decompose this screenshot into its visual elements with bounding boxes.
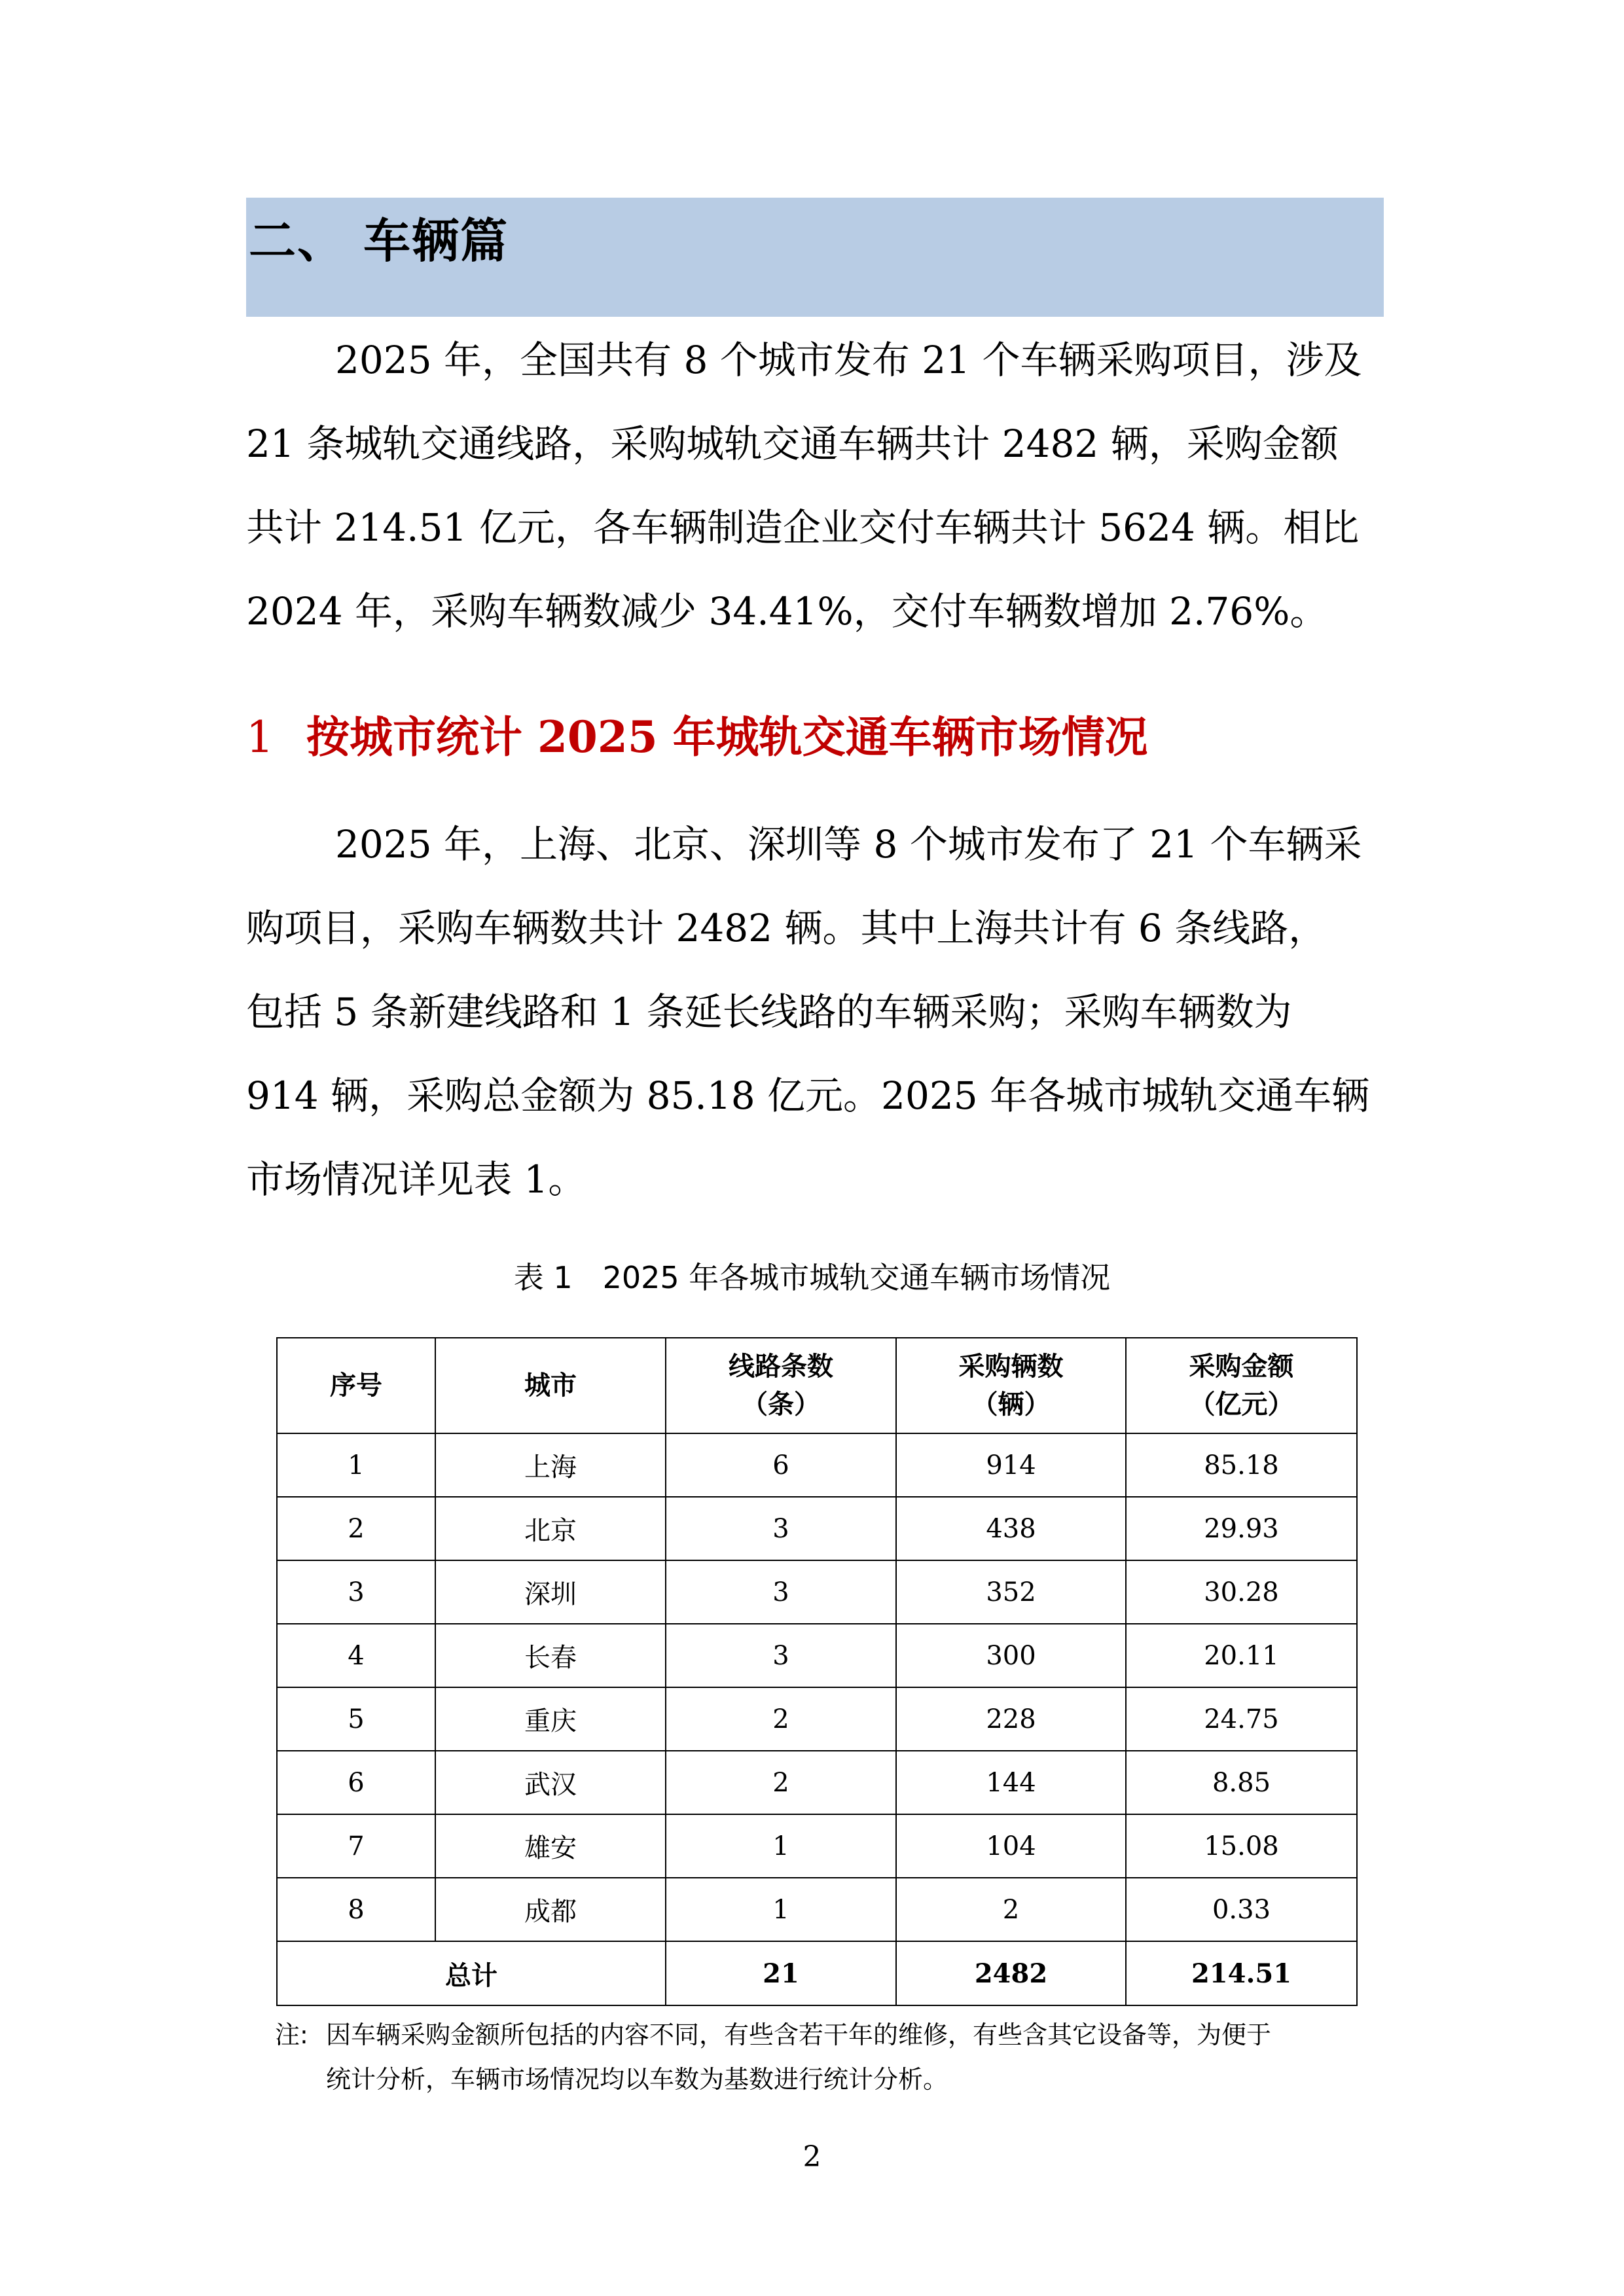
row-amount: 29.93 [1126,1497,1357,1560]
row-vehicle-count: 2 [896,1878,1126,1941]
header-vehicle-count: 采购辆数 （辆） [896,1338,1126,1433]
header-index: 序号 [277,1338,435,1433]
row-city: 成都 [435,1878,666,1941]
row-amount: 20.11 [1126,1624,1357,1687]
row-city: 上海 [435,1433,666,1497]
note-line: 统计分析，车辆市场情况均以车数为基数进行统计分析。 [326,2065,948,2094]
table-note [275,2013,1388,2102]
row-line-count: 1 [666,1878,896,1941]
table-row [277,1751,1357,1814]
row-index: 8 [277,1878,435,1941]
row-line-count: 1 [666,1814,896,1878]
intro-paragraph [246,318,1385,653]
paragraph-line: 2024 年，采购车辆数减少 34.41%，交付车辆数增加 2.76%。 [246,589,1328,634]
row-index: 6 [277,1751,435,1814]
paragraph-line: 共计 214.51 亿元，各车辆制造企业交付车辆共计 5624 辆。相比 [246,505,1360,550]
row-index: 7 [277,1814,435,1878]
row-line-count: 3 [666,1560,896,1624]
row-index: 1 [277,1433,435,1497]
row-index: 4 [277,1624,435,1687]
table-row [277,1814,1357,1878]
note-label: 注: [275,2020,308,2049]
header-city: 城市 [435,1338,666,1433]
subsection-number: 1 [246,712,274,762]
row-vehicle-count: 300 [896,1624,1126,1687]
table-caption-text: 2025 年各城市城轨交通车辆市场情况 [602,1260,1111,1295]
row-city: 深圳 [435,1560,666,1624]
row-vehicle-count: 228 [896,1687,1126,1751]
row-line-count: 6 [666,1433,896,1497]
row-vehicle-count: 914 [896,1433,1126,1497]
paragraph-line: 2025 年，全国共有 8 个城市发布 21 个车辆采购项目，涉及 [335,338,1362,382]
row-line-count: 3 [666,1624,896,1687]
total-amount: 214.51 [1126,1941,1357,2005]
row-vehicle-count: 104 [896,1814,1126,1878]
table-row [277,1433,1357,1497]
table-row [277,1687,1357,1751]
row-index: 3 [277,1560,435,1624]
total-vehicles: 2482 [896,1941,1126,2005]
table-header-row [277,1338,1357,1433]
paragraph-line: 21 条城轨交通线路，采购城轨交通车辆共计 2482 辆，采购金额 [246,422,1339,466]
table-row [277,1878,1357,1941]
total-label: 总计 [277,1941,666,2005]
paragraph-line: 2025 年，上海、北京、深圳等 8 个城市发布了 21 个车辆采 [335,822,1362,867]
row-amount: 85.18 [1126,1433,1357,1497]
table-caption-label: 表 1 [513,1260,573,1295]
row-amount: 24.75 [1126,1687,1357,1751]
row-city: 雄安 [435,1814,666,1878]
row-index: 5 [277,1687,435,1751]
row-vehicle-count: 352 [896,1560,1126,1624]
paragraph-line: 市场情况详见表 1。 [246,1157,586,1202]
row-vehicle-count: 438 [896,1497,1126,1560]
subsection-title: 按城市统计 2025 年城轨交通车辆市场情况 [306,711,1148,762]
row-city: 重庆 [435,1687,666,1751]
note-line: 因车辆采购金额所包括的内容不同，有些含若干年的维修，有些含其它设备等，为便于 [326,2020,1272,2049]
row-amount: 8.85 [1126,1751,1357,1814]
city-vehicle-table [276,1337,1358,2006]
page-number: 2 [803,2140,821,2174]
row-amount: 15.08 [1126,1814,1357,1878]
subsection-heading [246,698,1148,777]
row-line-count: 2 [666,1687,896,1751]
paragraph-line: 914 辆，采购总金额为 85.18 亿元。2025 年各城市城轨交通车辆 [246,1073,1370,1118]
table-row [277,1497,1357,1560]
row-index: 2 [277,1497,435,1560]
row-vehicle-count: 144 [896,1751,1126,1814]
row-line-count: 2 [666,1751,896,1814]
row-amount: 0.33 [1126,1878,1357,1941]
row-amount: 30.28 [1126,1560,1357,1624]
total-lines: 21 [666,1941,896,2005]
table-row [277,1560,1357,1624]
section-title: 二、 车辆篇 [249,213,509,268]
header-amount: 采购金额 （亿元） [1126,1338,1357,1433]
row-line-count: 3 [666,1497,896,1560]
header-line-count: 线路条数 （条） [666,1338,896,1433]
paragraph-line: 包括 5 条新建线路和 1 条延长线路的车辆采购；采购车辆数为 [246,990,1292,1034]
row-city: 长春 [435,1624,666,1687]
table-total-row [277,1941,1357,2005]
city-paragraph [246,802,1385,1221]
table-caption [0,1251,1624,1304]
row-city: 武汉 [435,1751,666,1814]
table-row [277,1624,1357,1687]
paragraph-line: 购项目，采购车辆数共计 2482 辆。其中上海共计有 6 条线路， [246,906,1327,950]
row-city: 北京 [435,1497,666,1560]
